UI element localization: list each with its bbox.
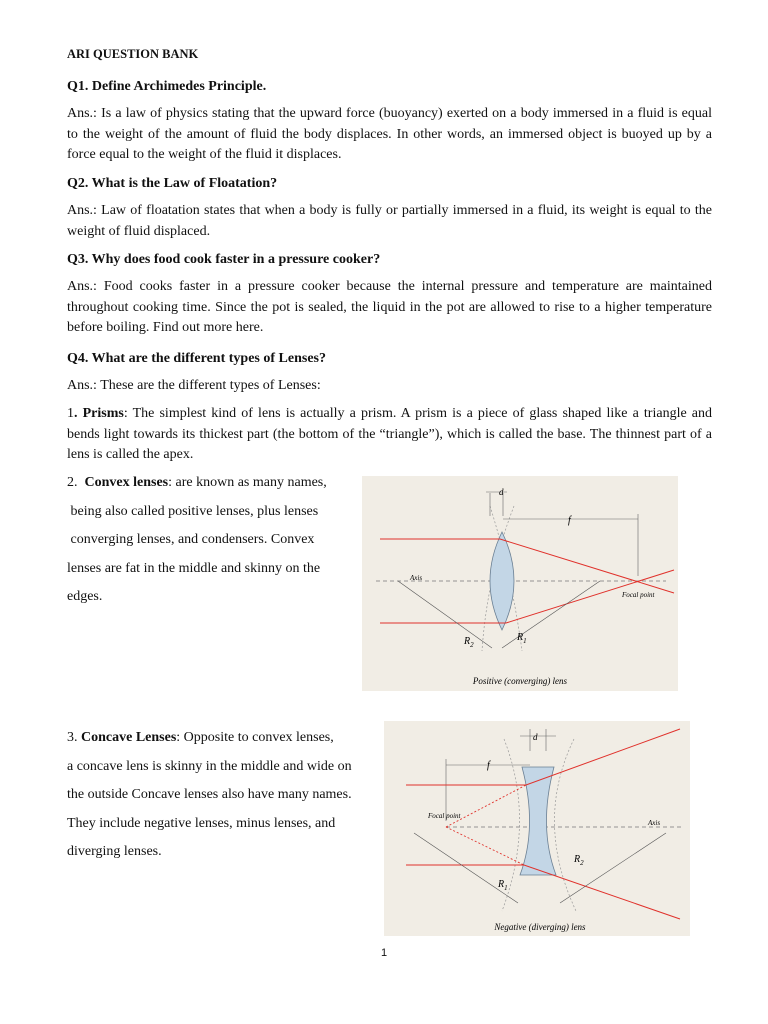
concave-line-4: They include negative lenses, minus lenses, and (67, 815, 336, 831)
convex-line1-text: : are known as many names, (168, 475, 327, 490)
q4-intro: Ans.: These are the different types of Lenses: (67, 378, 321, 393)
convex-lens-shape (490, 532, 514, 630)
convex-line-1 (67, 469, 357, 498)
concave-r1-line (414, 833, 518, 903)
concave-virtual-ray-bottom (446, 827, 524, 865)
convex-axis-label: Axis (410, 574, 423, 582)
page-number: 1 (380, 947, 388, 959)
q2-question: Q2. What is the Law of Floatation? (67, 176, 278, 191)
concave-arc-right (554, 739, 576, 911)
q4-question: Q4. What are the different types of Lenses? (67, 351, 326, 366)
convex-r2-line (398, 581, 492, 648)
convex-ray-top (380, 539, 674, 593)
concave-r2-line (560, 833, 666, 903)
concave-axis-label: Axis (648, 819, 661, 827)
prisms-number: 1 (67, 406, 74, 421)
convex-r1-label: $R_1$ (517, 632, 527, 645)
convex-lens-diagram (362, 476, 678, 691)
concave-d-label: d (533, 732, 538, 742)
convex-paragraph (67, 469, 357, 612)
q3-answer: Ans.: Food cooks faster in a pressure cooker because the internal pressure and temperature are maintained throughout cooking time. Since the pot is sealed, the liquid in the pot are allowed to rise to a higher temperature before boiling. Find out more here. (67, 279, 712, 335)
concave-lens-figure (384, 721, 690, 936)
concave-line1-text: : Opposite to convex lenses, (176, 730, 334, 745)
concave-focal-label: Focal point (428, 812, 461, 820)
prisms-paragraph (67, 404, 712, 466)
prisms-dot: . (74, 406, 78, 421)
concave-term: Concave Lenses (81, 730, 177, 745)
convex-line-3: converging lenses, and condensers. Convex (67, 532, 315, 547)
prisms-text: : The simplest kind of lens is actually a prism. A prism is a piece of glass shaped like a triangle and bends light towards its thickest part (the bottom of the “triangle”), which is called the base. The thinnest part of a lens is called the apex. (67, 406, 713, 462)
concave-f-label: f (487, 760, 490, 771)
concave-r2-label: $R_2$ (574, 854, 584, 867)
convex-line-4: lenses are fat in the middle and skinny on the (67, 560, 321, 576)
concave-paragraph (67, 724, 357, 867)
convex-lens-figure (362, 476, 678, 691)
convex-line-2: being also called positive lenses, plus lenses (67, 503, 319, 519)
prisms-term: Prisms (82, 406, 124, 421)
q1-question: Q1. Define Archimedes Principle. (67, 79, 267, 94)
concave-line-5: diverging lenses. (67, 844, 162, 859)
convex-term: Convex lenses (84, 475, 169, 490)
convex-focal-label: Focal point (622, 591, 655, 599)
concave-line-1 (67, 724, 357, 753)
convex-r2-label: $R_2$ (464, 636, 474, 649)
convex-caption: Positive (converging) lens (472, 676, 568, 686)
concave-number: 3. (67, 730, 78, 745)
concave-lens-shape (520, 767, 556, 875)
concave-line-2: a concave lens is skinny in the middle and wide on (67, 758, 352, 774)
concave-r1-label: $R_1$ (498, 879, 508, 892)
q3-question: Q3. Why does food cook faster in a pressure cooker? (67, 252, 381, 267)
q1-answer: Ans.: Is a law of physics stating that the upward force (buoyancy) exerted on a body immersed in a fluid is equal to the weight of the amount of fluid the body displaces. In other words, an immersed object is buoyed up by a force equal to the weight of the fluid it displaces. (67, 106, 712, 162)
concave-lens-diagram (384, 721, 690, 936)
concave-caption: Negative (diverging) lens (494, 922, 586, 932)
convex-d-label: d (499, 487, 504, 497)
concave-line-3: the outside Concave lenses also have many names. (67, 787, 352, 802)
convex-number: 2. (67, 475, 78, 490)
q2-answer: Ans.: Law of floatation states that when a body is fully or partially immersed in a fluid, its weight is equal to the weight of fluid displaced. (67, 203, 712, 239)
document-header: ARI QUESTION BANK (67, 47, 199, 61)
convex-line-5: edges. (67, 589, 103, 604)
convex-f-label: f (568, 515, 571, 526)
concave-virtual-ray-top (446, 785, 526, 827)
